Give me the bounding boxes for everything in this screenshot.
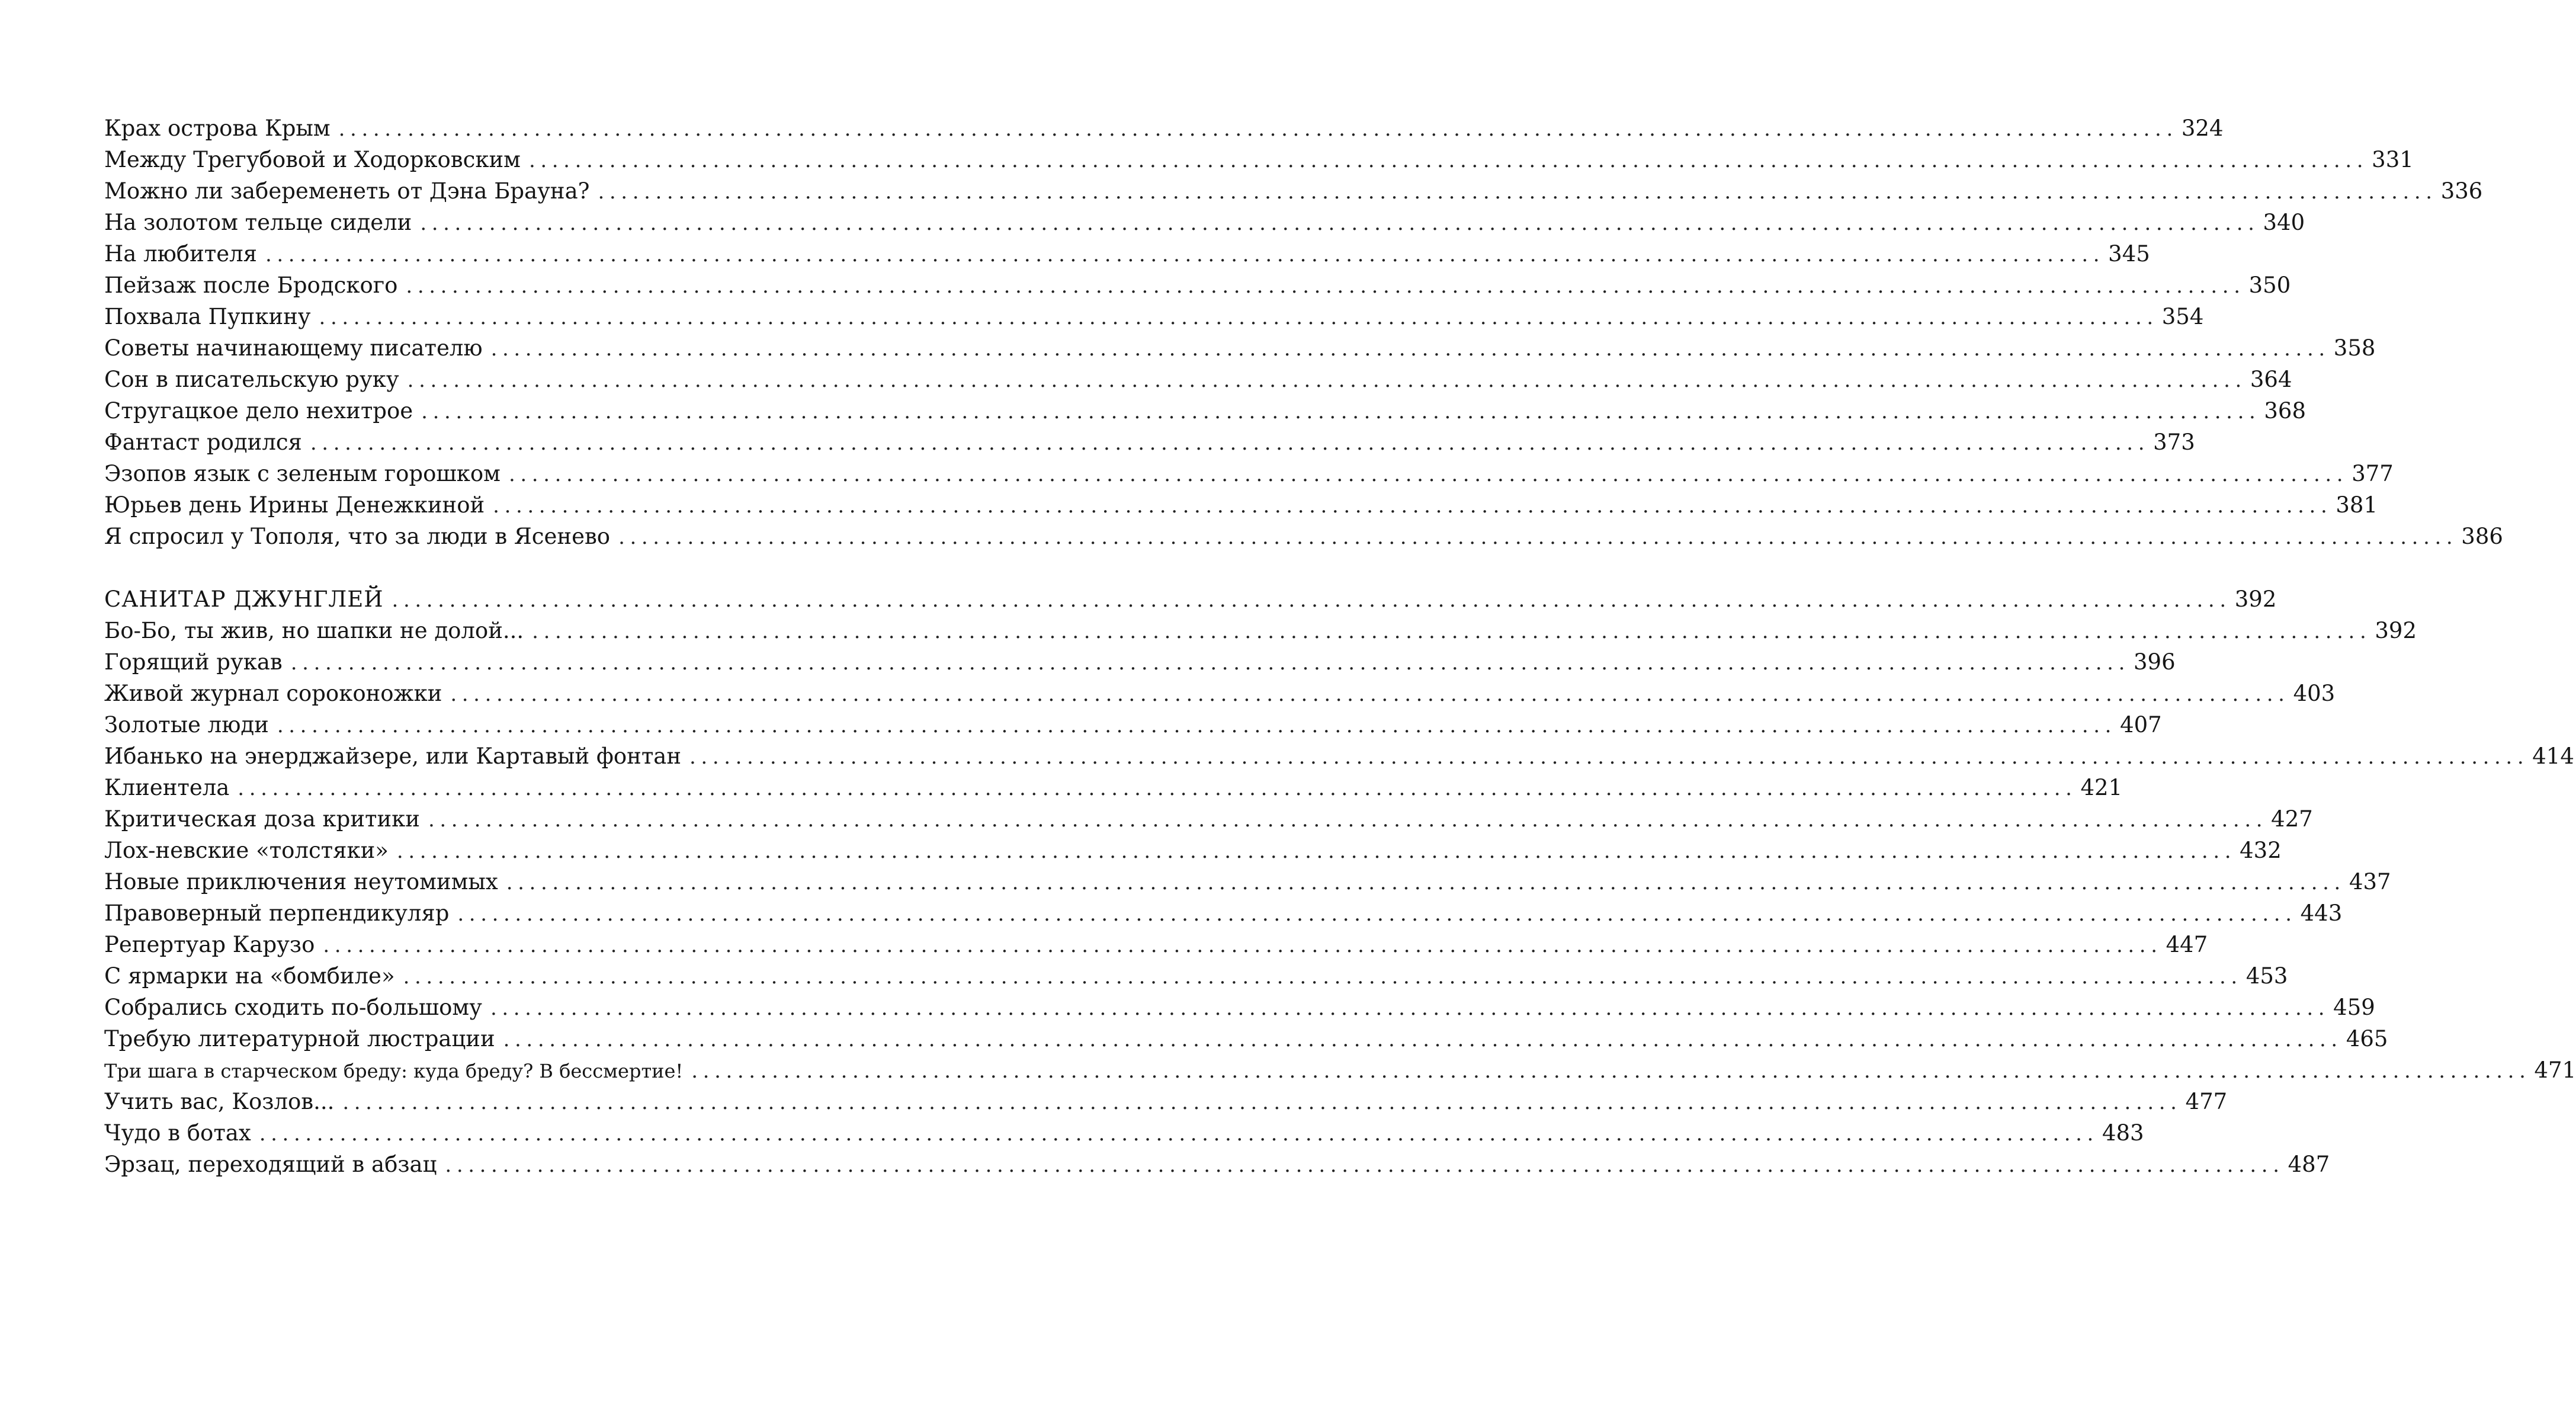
- toc-entry-page: 414: [2532, 743, 2574, 769]
- toc-entry: [104, 1054, 2576, 1086]
- toc-entry-title: Горящий рукав: [104, 649, 283, 675]
- toc-entry: [104, 678, 2336, 709]
- toc-leader-dots: ................................................................................................................................................................: [421, 400, 2261, 424]
- toc-entry: [104, 929, 2208, 960]
- toc-entry-page: 487: [2288, 1152, 2330, 1177]
- toc-entry-title: Эрзац, переходящий в абзац: [104, 1152, 437, 1177]
- toc-entry: [104, 615, 2417, 646]
- toc-leader-dots: ................................................................................................................................................................: [277, 714, 2117, 738]
- toc-leader-dots: ................................................................................................................................................................: [490, 337, 2330, 361]
- toc-leader-dots: ................................................................................................................................................................: [428, 808, 2268, 832]
- toc-section-title: САНИТАР ДЖУНГЛЕЙ: [104, 586, 384, 612]
- toc-entry-title: Собрались сходить по-большому: [104, 995, 482, 1020]
- toc-entry-title: На любителя: [104, 241, 257, 267]
- toc-entry-page: 396: [2133, 649, 2176, 675]
- toc-entry-page: 368: [2264, 398, 2306, 424]
- toc-entry: [104, 741, 2574, 772]
- toc-entry-page: 465: [2346, 1026, 2388, 1052]
- toc-section-page: 392: [2234, 586, 2277, 612]
- toc-entry-title: Новые приключения неутомимых: [104, 869, 498, 895]
- toc-entry-title: Я спросил у Тополя, что за люди в Ясенево: [104, 524, 611, 549]
- toc-entry-page: 354: [2161, 304, 2204, 329]
- toc-entry-title: Фантаст родился: [104, 429, 302, 455]
- toc-leader-dots: ................................................................................................................................................................: [403, 965, 2243, 989]
- toc-entry-title: Лох-невские «толстяки»: [104, 838, 389, 863]
- toc-entry-title: На золотом тельце сидели: [104, 210, 412, 235]
- toc-entry-title: Золотые люди: [104, 712, 269, 738]
- toc-leader-dots: ................................................................................................................................................................: [508, 463, 2349, 486]
- toc-entry-page: 421: [2080, 775, 2123, 800]
- toc-entry: [104, 521, 2503, 552]
- toc-entry-page: 331: [2372, 147, 2414, 172]
- toc-entry-page: 453: [2245, 963, 2288, 989]
- toc-entry-page: 373: [2153, 429, 2195, 455]
- toc-leader-dots: ................................................................................................................................................................: [342, 1091, 2182, 1114]
- toc-entry-title: Советы начинающему писателю: [104, 335, 483, 361]
- toc-entry-title: Живой журнал сороконожки: [104, 681, 442, 706]
- toc-entry: [104, 489, 2378, 521]
- toc-entry-page: 350: [2248, 273, 2291, 298]
- toc-entry: [104, 301, 2204, 332]
- toc-entry-title: Три шага в старческом бреду: куда бреду? В бессмертие!: [104, 1060, 684, 1082]
- toc-entry-page: 437: [2349, 869, 2391, 895]
- toc-entry: [104, 113, 2224, 144]
- toc-entry: [104, 835, 2282, 866]
- toc-entry: [104, 1086, 2228, 1117]
- toc-entry-page: 459: [2333, 995, 2375, 1020]
- toc-entry: [104, 458, 2394, 489]
- toc-entry: [104, 960, 2288, 992]
- toc-entry-title: Крах острова Крым: [104, 116, 331, 141]
- toc-leader-dots: ................................................................................................................................................................: [503, 1028, 2343, 1052]
- toc-entry: [104, 364, 2292, 395]
- toc-leader-dots: ................................................................................................................................................................: [310, 431, 2150, 455]
- toc-entry-page: 377: [2352, 461, 2394, 486]
- toc-leader-dots: ................................................................................................................................................................: [238, 777, 2077, 800]
- toc-entry: [104, 772, 2123, 803]
- section-spacer: [104, 552, 740, 584]
- toc-entry-title: Требую литературной люстрации: [104, 1026, 495, 1052]
- toc-entry-page: 483: [2102, 1120, 2144, 1146]
- toc-entry: [104, 897, 2343, 929]
- toc-entry-page: 364: [2250, 367, 2292, 392]
- toc-entry-title: Клиентела: [104, 775, 230, 800]
- toc-entry-page: 432: [2240, 838, 2282, 863]
- toc-entry-title: Юрьев день Ирины Денежкиной: [104, 492, 485, 518]
- toc-entry: [104, 992, 2375, 1023]
- toc-leader-dots: ................................................................................................................................................................: [407, 368, 2247, 392]
- toc-group-2: [104, 584, 2576, 1180]
- toc-entry-page: 336: [2440, 178, 2483, 204]
- toc-leader-dots: ................................................................................................................................................................: [506, 871, 2346, 895]
- toc-leader-dots: ................................................................................................................................................................: [490, 996, 2330, 1020]
- toc-leader-dots: ................................................................................................................................................................: [319, 306, 2158, 329]
- toc-leader-dots: ................................................................................................................................................................: [338, 117, 2178, 141]
- toc-leader-dots: ................................................................................................................................................................: [493, 494, 2333, 518]
- toc-entry-title: С ярмарки на «бомбиле»: [104, 963, 395, 989]
- toc-entry: [104, 866, 2391, 897]
- toc-entry-page: 386: [2461, 524, 2503, 549]
- toc-entry: [104, 803, 2313, 835]
- toc-entry: [104, 175, 2483, 207]
- toc-group-1: [104, 113, 2503, 552]
- toc-entry-title: Можно ли забеременеть от Дэна Брауна?: [104, 178, 590, 204]
- toc-entry-title: Пейзаж после Бродского: [104, 273, 398, 298]
- toc-leader-dots: ................................................................................................................................................................: [618, 525, 2458, 549]
- toc-leader-dots: ................................................................................................................................................................: [689, 745, 2529, 769]
- toc-entry: [104, 238, 2150, 270]
- toc-entry: [104, 270, 2291, 301]
- toc-leader-dots: ................................................................................................................................................................: [265, 243, 2105, 267]
- toc-entry-page: 477: [2185, 1089, 2228, 1114]
- toc-entry: [104, 427, 2195, 458]
- toc-entry: [104, 1117, 2144, 1149]
- toc-entry-page: 403: [2293, 681, 2336, 706]
- toc-entry-title: Стругацкое дело нехитрое: [104, 398, 413, 424]
- toc-entry: [104, 646, 2176, 678]
- toc-leader-dots: ................................................................................................................................................................: [406, 274, 2245, 298]
- toc-entry-title: Правоверный перпендикуляр: [104, 900, 450, 926]
- toc-entry: [104, 395, 2306, 427]
- toc-leader-dots: ................................................................................................................................................................: [532, 620, 2372, 643]
- toc-entry-title: Чудо в ботах: [104, 1120, 251, 1146]
- toc-entry: [104, 709, 2162, 741]
- toc-entry-title: Учить вас, Козлов...: [104, 1089, 335, 1114]
- toc-entry-page: 447: [2166, 932, 2208, 957]
- toc-leader-dots: ................................................................................................................................................................: [290, 651, 2130, 675]
- toc-leader-dots: ................................................................................................................................................................: [392, 588, 2231, 612]
- toc-entry: [104, 207, 2305, 238]
- toc-leader-dots: ................................................................................................................................................................: [450, 682, 2290, 706]
- toc-entry: [104, 1149, 2330, 1180]
- toc-leader-dots: ................................................................................................................................................................: [457, 902, 2297, 926]
- toc-entry-page: 345: [2108, 241, 2150, 267]
- toc-entry-title: Репертуар Карузо: [104, 932, 315, 957]
- toc-leader-dots: ................................................................................................................................................................: [528, 149, 2369, 172]
- toc-entry-title: Критическая доза критики: [104, 806, 420, 832]
- toc-entry-page: 358: [2333, 335, 2376, 361]
- toc-leader-dots: ................................................................................................................................................................: [420, 211, 2260, 235]
- toc-leader-dots: ................................................................................................................................................................: [396, 839, 2237, 863]
- toc-entry-title: Ибанько на энерджайзере, или Картавый фонтан: [104, 743, 682, 769]
- toc-entry-page: 381: [2336, 492, 2378, 518]
- toc-section-heading: [104, 584, 2277, 615]
- toc-entry: [104, 1023, 2388, 1054]
- toc-leader-dots: ................................................................................................................................................................: [691, 1059, 2531, 1083]
- toc-entry-page: 324: [2181, 116, 2224, 141]
- table-of-contents: [104, 113, 2576, 1180]
- toc-entry-title: Похвала Пупкину: [104, 304, 311, 329]
- toc-leader-dots: ................................................................................................................................................................: [259, 1122, 2099, 1146]
- toc-leader-dots: ................................................................................................................................................................: [445, 1153, 2285, 1177]
- toc-entry-title: Эзопов язык с зеленым горошком: [104, 461, 501, 486]
- toc-entry-page: 407: [2120, 712, 2162, 738]
- toc-entry-page: 392: [2375, 618, 2417, 643]
- toc-entry-page: 340: [2263, 210, 2305, 235]
- toc-entry-page: 427: [2271, 806, 2313, 832]
- toc-leader-dots: ................................................................................................................................................................: [598, 180, 2437, 204]
- toc-entry-title: Бо-Бо, ты жив, но шапки не долой...: [104, 618, 524, 643]
- toc-entry-page: 471: [2534, 1057, 2576, 1083]
- toc-entry: [104, 144, 2414, 175]
- toc-entry-title: Сон в писательскую руку: [104, 367, 399, 392]
- toc-leader-dots: ................................................................................................................................................................: [323, 934, 2163, 957]
- toc-entry-page: 443: [2300, 900, 2343, 926]
- toc-entry: [104, 332, 2376, 364]
- toc-entry-title: Между Трегубовой и Ходорковским: [104, 147, 521, 172]
